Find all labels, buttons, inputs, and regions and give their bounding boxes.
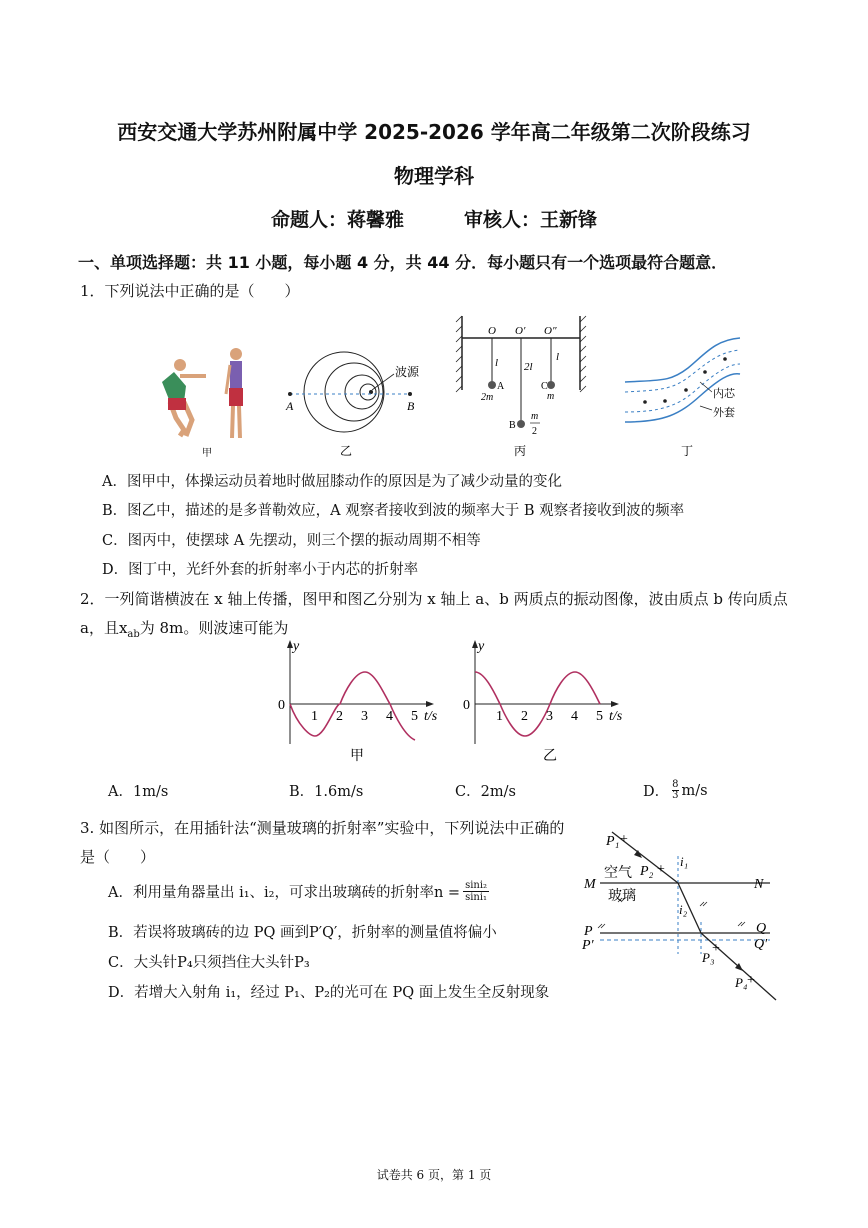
label-ballB: B: [509, 420, 516, 431]
graph-yi: [463, 639, 623, 764]
label-mhalf-num: m: [531, 411, 539, 422]
q2-option-d-unit: m/s: [681, 782, 708, 799]
q2-option-d[interactable]: [643, 780, 708, 801]
q3-option-a-num: sini₂: [465, 880, 488, 891]
label-yi: 乙: [340, 444, 353, 458]
tick-jia-2: 2: [336, 709, 343, 724]
q2-option-a[interactable]: A．1m/s: [108, 784, 169, 800]
tick-yi-4: 4: [571, 709, 578, 724]
tick-jia-1: 1: [311, 709, 318, 724]
label-Pp: P′: [582, 938, 594, 953]
q3-option-a-text: A．利用量角器量出 i₁、i₂，可求出玻璃砖的折射率n =: [108, 885, 461, 901]
label-P: P: [584, 924, 593, 939]
q2-graphs: [270, 636, 650, 770]
q3-option-b[interactable]: B．若误将玻璃砖的边 PQ 画到P′Q′，折射率的测量值将偏小: [108, 925, 497, 941]
origin-jia: 0: [278, 698, 285, 713]
pin-p2: +: [657, 862, 665, 877]
wave-jia: [290, 672, 415, 740]
label-Q: Q: [756, 921, 767, 936]
label-m: m: [547, 391, 555, 402]
q3-option-a-fraction: [463, 880, 489, 903]
label-cladding: 外套: [713, 407, 735, 419]
label-ding: 丁: [681, 444, 694, 458]
label-i2: i₂: [679, 902, 688, 917]
label-P1: P₁: [606, 834, 620, 849]
label-air: 空气: [604, 866, 632, 881]
q3-option-a-den: sini₁: [465, 892, 488, 903]
q2-stem-line1: 2．一列简谐横波在 x 轴上传播，图甲和图乙分别为 x 轴上 a、b 两质点的振动图像，波由质点 b 传向质点: [80, 590, 788, 608]
pin-p1: +: [620, 832, 628, 847]
label-wave-source: 波源: [395, 365, 420, 379]
q2-option-c[interactable]: C．2m/s: [455, 784, 516, 800]
q2-option-d-den: 3: [672, 790, 679, 801]
label-l2: l: [556, 351, 560, 363]
q3-option-c[interactable]: C．大头针P₄只须挡住大头针P₃: [108, 955, 310, 971]
q3-option-d[interactable]: D．若增大入射角 i₁，经过 P₁、P₂的光可在 PQ 面上发生全反射现象: [108, 985, 550, 1001]
tick-yi-3: 3: [546, 709, 553, 724]
subject-title: 物理学科: [394, 164, 474, 188]
q3-option-a[interactable]: [108, 880, 489, 903]
tick-jia-4: 4: [386, 709, 393, 724]
label-N: N: [754, 877, 764, 892]
label-glass: 玻璃: [608, 889, 636, 904]
page-footer: 试卷共 6 页，第 1 页: [376, 1168, 492, 1182]
label-B: B: [407, 399, 415, 413]
axis-y-jia: y: [293, 639, 300, 654]
axis-t-yi: t/s: [609, 709, 623, 724]
q3-figure: [578, 822, 788, 1004]
q2-option-d-num: 8: [672, 779, 679, 790]
q3-stem-line2: 是（ ）: [80, 848, 156, 866]
tick-jia-3: 3: [361, 709, 368, 724]
label-l1: l: [495, 357, 499, 369]
caption-jia: 甲: [350, 749, 364, 764]
q1-option-d[interactable]: D．图丁中，光纤外套的折射率小于内芯的折射率: [102, 562, 419, 578]
tick-yi-2: 2: [521, 709, 528, 724]
label-bing: 丙: [514, 444, 527, 458]
label-core: 内芯: [713, 388, 735, 400]
q2-stem-sub: ab: [127, 629, 140, 640]
q2-option-d-fraction: [672, 780, 678, 801]
reviewer: 审核人：王新锋: [464, 209, 598, 231]
label-2m: 2m: [481, 392, 494, 403]
graph-jia: [278, 639, 438, 764]
label-O1: O′: [515, 325, 526, 337]
label-P4: P₄: [735, 975, 748, 990]
exam-title: 西安交通大学苏州附属中学 2025-2026 学年高二年级第二次阶段练习: [117, 120, 751, 144]
doppler-figure: [285, 352, 420, 458]
q2-stem-b: 为 8m。则波速可能为: [139, 619, 289, 637]
label-jia: 甲: [202, 448, 212, 459]
tick-yi-5: 5: [596, 709, 603, 724]
label-O2: O″: [544, 325, 557, 337]
q1-option-a[interactable]: A．图甲中，体操运动员着地时做屈膝动作的原因是为了减少动量的变化: [102, 474, 562, 490]
pin-p3: +: [712, 941, 720, 956]
author: 命题人：蒋馨雅: [270, 209, 404, 231]
q1-stem: 1．下列说法中正确的是（ ）: [80, 282, 300, 300]
label-i1: i₁: [680, 854, 689, 869]
label-mhalf-den: 2: [532, 426, 537, 437]
q2-option-d-prefix: D．: [643, 784, 670, 800]
q2-option-b[interactable]: B．1.6m/s: [289, 784, 364, 800]
author-line: [0, 205, 868, 232]
label-M: M: [584, 877, 596, 892]
label-ballC: C: [541, 381, 548, 392]
q3-stem-line1: 3. 如图所示，在用插针法“测量玻璃的折射率”实验中，下列说法中正确的: [80, 819, 565, 837]
pendulum-figure: [456, 316, 586, 458]
label-P2: P₂: [640, 864, 654, 879]
label-ballA: A: [497, 381, 505, 392]
q1-figures: [140, 310, 780, 466]
athletes-figure: [162, 348, 243, 459]
axis-y-yi: y: [478, 639, 485, 654]
caption-yi: 乙: [543, 749, 557, 764]
q2-stem-a: a，且x: [80, 619, 128, 637]
tick-yi-1: 1: [496, 709, 503, 724]
axis-t-jia: t/s: [424, 709, 438, 724]
fiber-figure: [625, 338, 740, 458]
label-Qp: Q′: [754, 937, 768, 952]
q1-option-b[interactable]: B．图乙中，描述的是多普勒效应，A 观察者接收到波的频率大于 B 观察者接收到波的频率: [102, 503, 685, 519]
origin-yi: 0: [463, 698, 470, 713]
label-A: A: [286, 399, 294, 413]
tick-jia-5: 5: [411, 709, 418, 724]
pin-p4: +: [747, 973, 755, 988]
label-O: O: [488, 325, 496, 337]
q1-option-c[interactable]: C．图丙中，使摆球 A 先摆动，则三个摆的振动周期不相等: [102, 533, 481, 549]
label-2l: 2l: [524, 361, 533, 373]
section-heading: 一、单项选择题：共 11 小题，每小题 4 分，共 44 分．每小题只有一个选项最符合题意．: [78, 253, 728, 272]
q2-stem-line2: [80, 617, 288, 640]
label-P3: P₃: [702, 950, 715, 965]
